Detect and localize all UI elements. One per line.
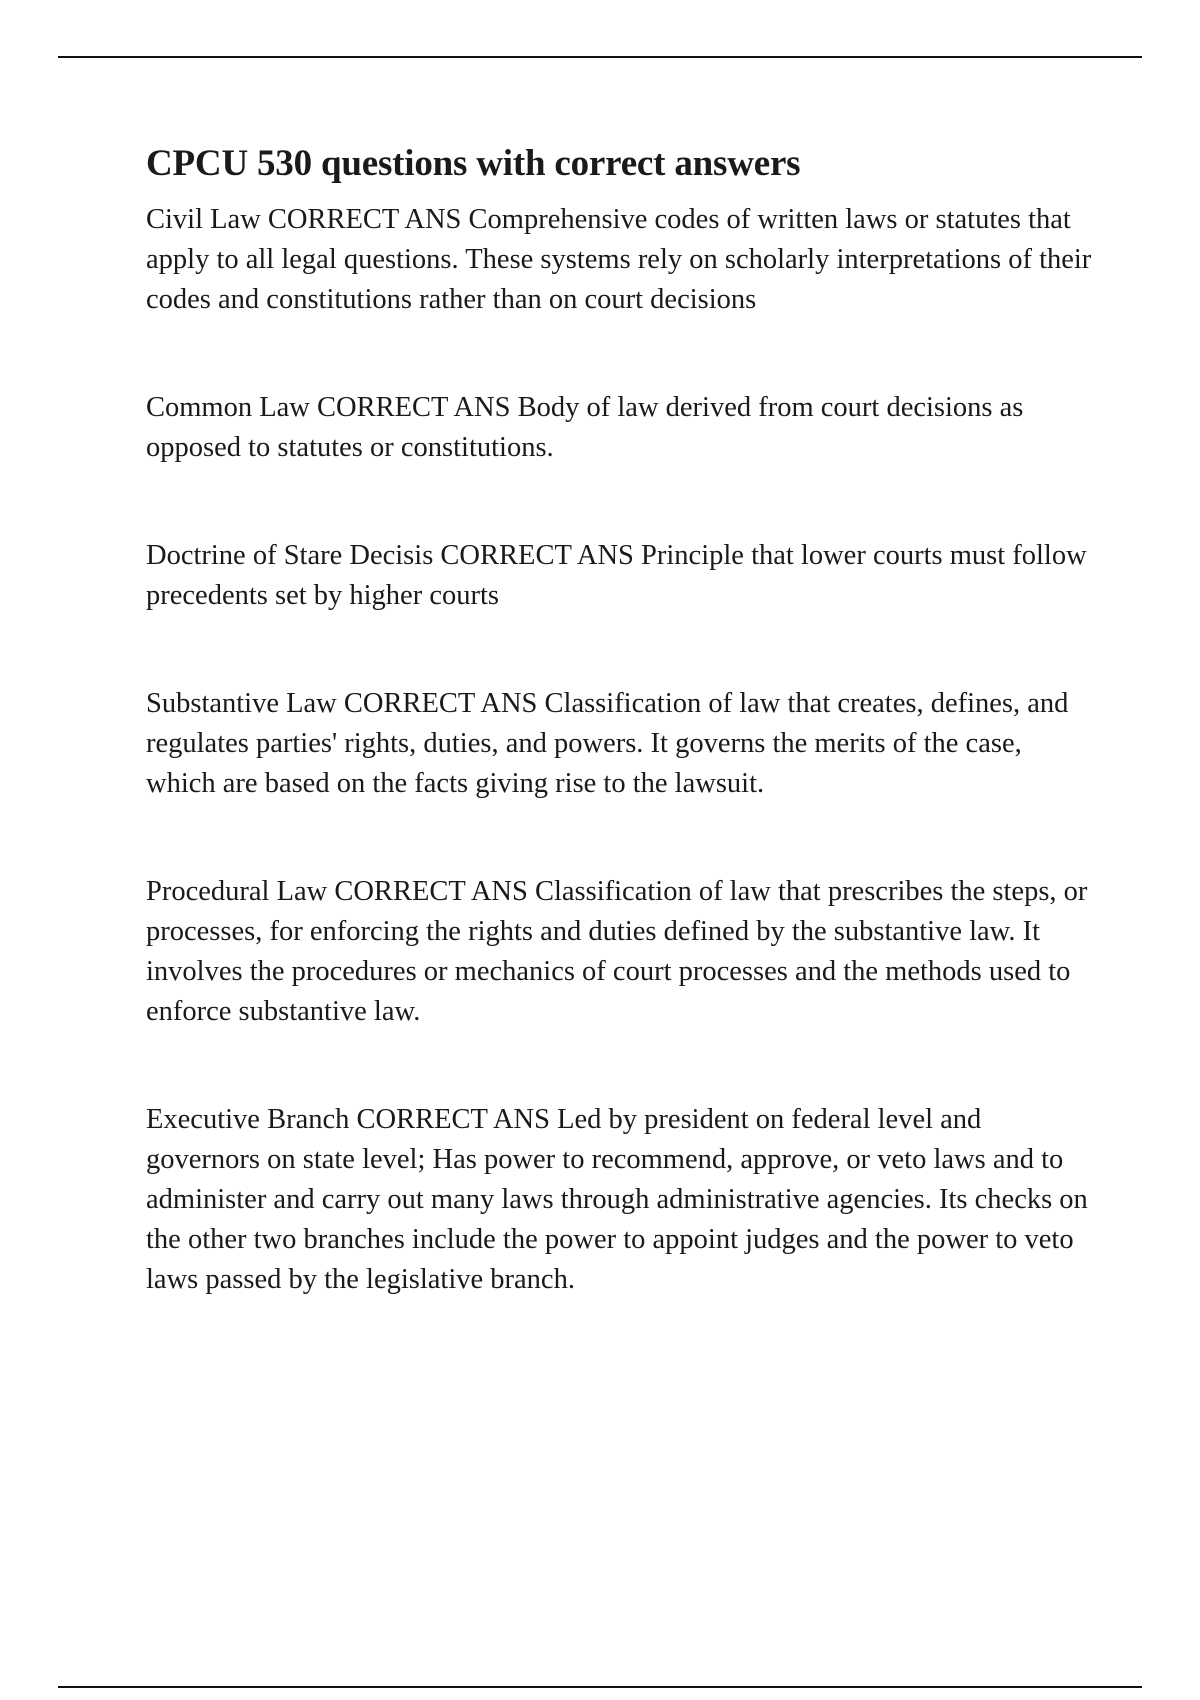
- qa-entry-procedural-law: [146, 872, 1096, 1032]
- top-divider: [58, 56, 1142, 58]
- qa-answer: Classification of law that creates, defines, and regulates parties' rights, duties, and powers. It governs the merits of the case, which are based on the facts giving rise to the lawsuit.: [146, 688, 1069, 800]
- document-body: [146, 142, 1096, 1368]
- qa-entry-stare-decisis: [146, 536, 1096, 616]
- qa-answer: Comprehensive codes of written laws or statutes that apply to all legal questions. These systems rely on scholarly interpretations of their codes and constitutions rather than on court decisions: [146, 204, 1092, 316]
- document-title: CPCU 530 questions with correct answers: [146, 143, 801, 184]
- qa-answer: Principle that lower courts must follow precedents set by higher courts: [146, 540, 1087, 612]
- qa-separator: CORRECT ANS: [440, 540, 634, 572]
- qa-term: Executive Branch: [146, 1104, 350, 1136]
- qa-list: [146, 200, 1096, 1300]
- qa-separator: CORRECT ANS: [356, 1104, 550, 1136]
- qa-term: Civil Law: [146, 204, 261, 236]
- qa-answer: Body of law derived from court decisions as opposed to statutes or constitutions.: [146, 392, 1024, 464]
- qa-entry-civil-law: [146, 200, 1096, 320]
- qa-answer: Led by president on federal level and governors on state level; Has power to recommend, approve, or veto laws and to administer and carry out many laws through administrative agencies. Its checks on the other two branches include the power to appoint judges and the power to veto laws passed by the legislative branch.: [146, 1104, 1088, 1296]
- qa-separator: CORRECT ANS: [334, 876, 528, 908]
- qa-term: Substantive Law: [146, 688, 337, 720]
- qa-entry-common-law: [146, 388, 1096, 468]
- qa-separator: CORRECT ANS: [343, 688, 538, 720]
- qa-term: Common Law: [146, 392, 310, 424]
- qa-term: Doctrine of Stare Decisis: [146, 540, 434, 572]
- qa-separator: CORRECT ANS: [317, 392, 511, 424]
- qa-entry-executive-branch: [146, 1100, 1096, 1300]
- qa-term: Procedural Law: [146, 876, 328, 908]
- bottom-divider: [58, 1686, 1142, 1688]
- qa-answer: Classification of law that prescribes the steps, or processes, for enforcing the rights and duties defined by the substantive law. It involves the procedures or mechanics of court processes and the methods used to enforce substantive law.: [146, 876, 1088, 1028]
- qa-separator: CORRECT ANS: [267, 204, 462, 236]
- qa-entry-substantive-law: [146, 684, 1096, 804]
